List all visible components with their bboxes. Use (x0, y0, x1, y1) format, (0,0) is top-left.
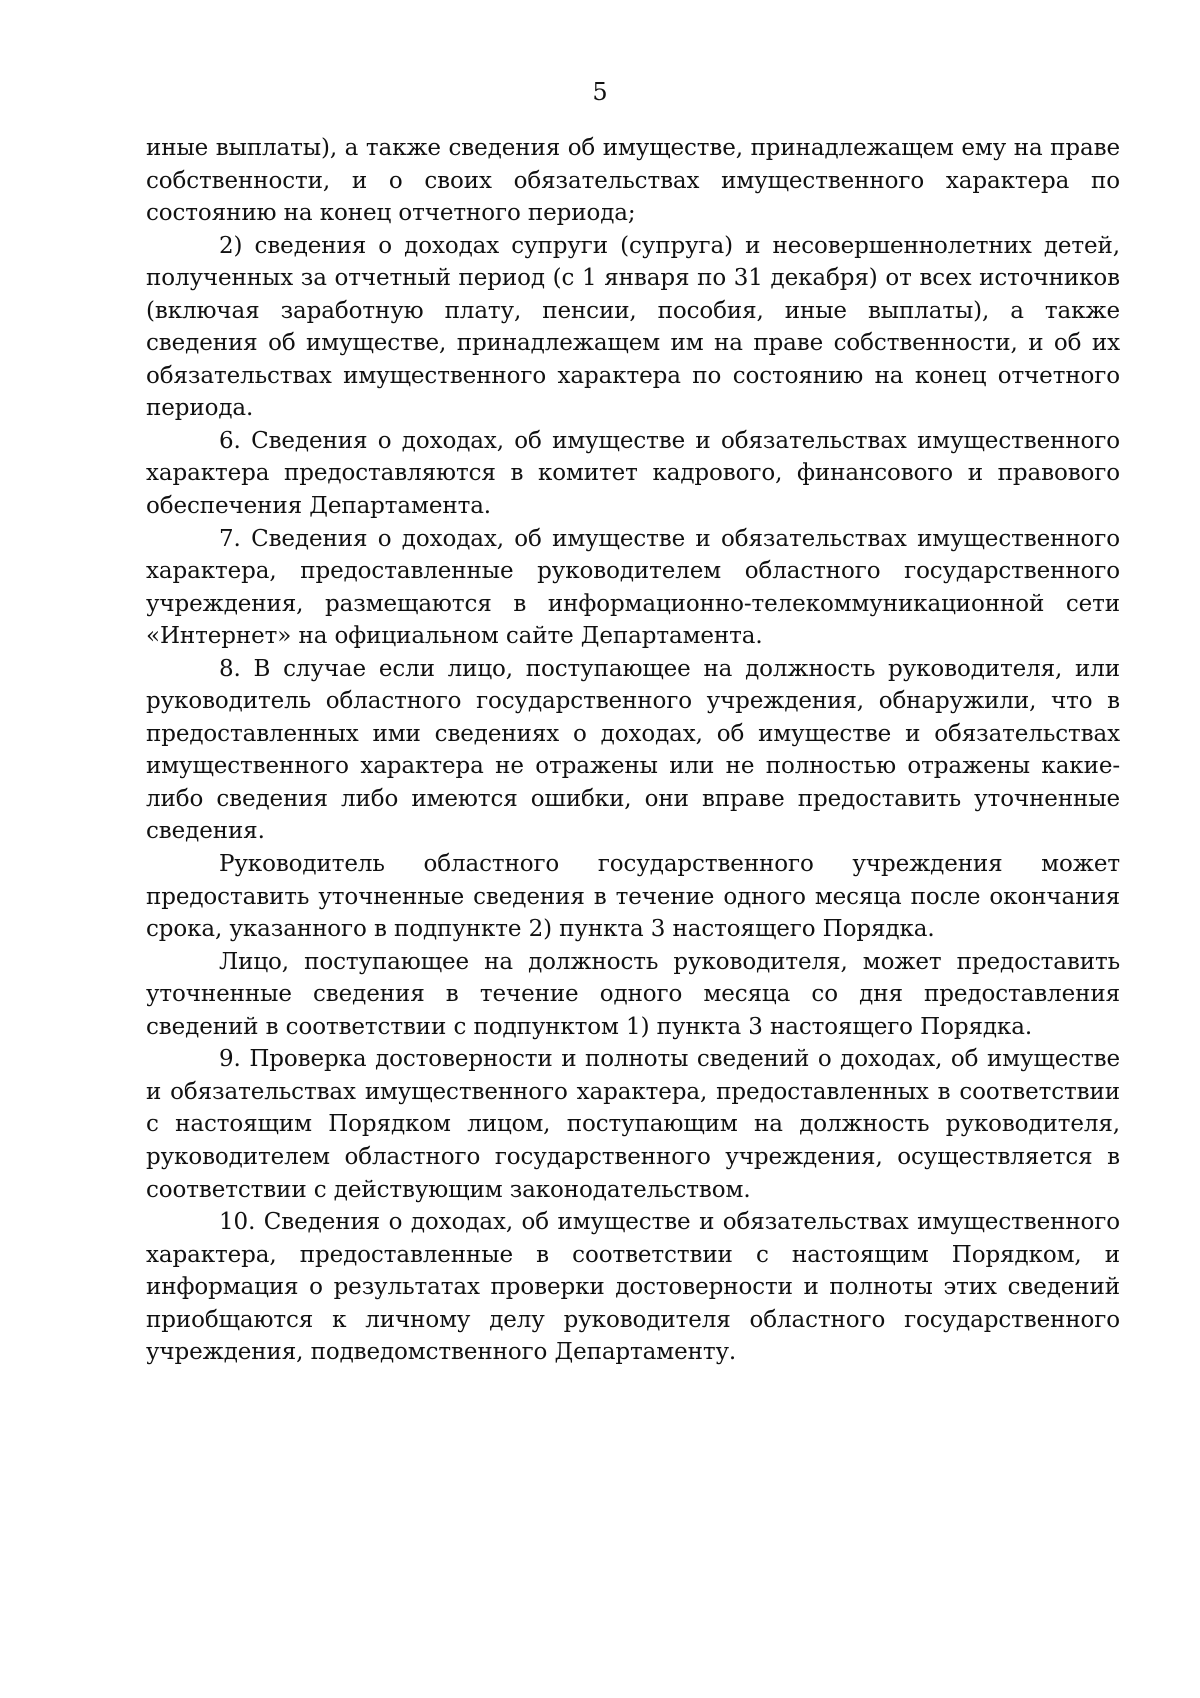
paragraph-item-8: 8. В случае если лицо, поступающее на должность руководителя, или руководитель областного государственного учреждения, обнаружили, что в предоставленных ими сведениях о доходах, об имуществе и обязательствах имущественного характера не отражены или не полностью отражены какие-либо сведения либо имеются ошибки, они вправе предоставить уточненные сведения. (146, 655, 1120, 845)
paragraph-item-7: 7. Сведения о доходах, об имуществе и обязательствах имущественного характера, предоставленные руководителем областного государственного учреждения, размещаются в информационно-телекоммуникационной сети «Интернет» на официальном сайте Департамента. (146, 525, 1120, 650)
document-body (146, 132, 1120, 1369)
paragraph-item-6: 6. Сведения о доходах, об имуществе и обязательствах имущественного характера предоставляются в комитет кадрового, финансового и правового обеспечения Департамента. (146, 427, 1120, 520)
paragraph-continuation: иные выплаты), а также сведения об имуществе, принадлежащем ему на праве собственности, и о своих обязательствах имущественного характера по состоянию на конец отчетного периода; (146, 135, 1120, 227)
paragraph-item-9: 9. Проверка достоверности и полноты сведений о доходах, об имуществе и обязательствах имущественного характера, предоставленных в соответствии с настоящим Порядком лицом, поступающим на должность руководителя, руководителем областного государственного учреждения, осуществляется в соответствии с действующим законодательством. (146, 1046, 1120, 1203)
page-number: 5 (592, 78, 608, 106)
paragraph-item-10: 10. Сведения о доходах, об имуществе и обязательствах имущественного характера, предоставленные в соответствии с настоящим Порядком, и информация о результатах проверки достоверности и полноты этих сведений приобщаются к личному делу руководителя областного государственного учреждения, подведомственного Департаменту. (146, 1209, 1120, 1366)
paragraph-item-8-candidate-update: Лицо, поступающее на должность руководителя, может предоставить уточненные сведения в течение одного месяца со дня предоставления сведений в соответствии с подпунктом 1) пункта 3 настоящего Порядка. (146, 948, 1120, 1040)
paragraph-item-2: 2) сведения о доходах супруги (супруга) и несовершеннолетних детей, полученных за отчетный период (с 1 января по 31 декабря) от всех источников (включая заработную плату, пенсии, пособия, иные выплаты), а также сведения об имуществе, принадлежащем им на праве собственности, и об их обязательствах имущественного характера по состоянию на конец отчетного периода. (146, 232, 1120, 422)
paragraph-item-8-head-update: Руководитель областного государственного учреждения может предоставить уточненные сведения в течение одного месяца после окончания срока, указанного в подпункте 2) пункта 3 настоящего Порядка. (146, 851, 1120, 943)
